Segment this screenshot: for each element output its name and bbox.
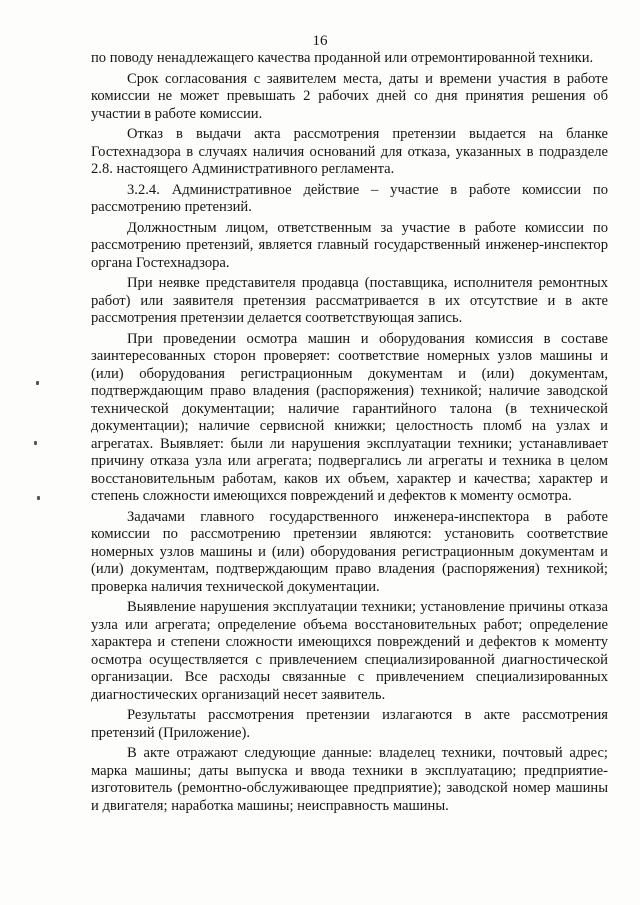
scan-mark bbox=[36, 381, 39, 385]
page-number: 16 bbox=[312, 33, 328, 49]
scan-mark bbox=[34, 441, 37, 445]
paragraph-refusal: Отказ в выдачи акта рассмотрения претензии выдается на бланке Гостехнадзора в случаях наличия оснований для отказа, указанных в подразделе 2.8. настоящего Административного регламента. bbox=[91, 126, 608, 177]
paragraph-continuation: по поводу ненадлежащего качества проданной или отремонтированной техники. bbox=[91, 50, 594, 66]
paragraph-absence: При неявке представителя продавца (поставщика, исполнителя ремонтных работ) или заявителя претензия рассматривается в их отсутствие и в акте рассмотрения претензии делается соответствующая запись. bbox=[91, 275, 608, 326]
paragraph-approval-deadline: Срок согласования с заявителем места, даты и времени участия в работе комиссии не может превышать 2 рабочих дней со дня принятия решения об участии в работе комиссии. bbox=[91, 70, 608, 122]
section-heading-3-2-4: 3.2.4. Административное действие – участие в работе комиссии по рассмотрению претензий. bbox=[91, 181, 608, 215]
paragraph-violations: Выявление нарушения эксплуатации техники; установление причины отказа узла или агрегата; определение объема восстановительных работ; определение характера и степени сложности имеющихся повреждений и дефектов к моменту осмотра осуществляется с привлечением специализированной диагностической организации. Все расходы связанные с привлечением специализированных диагностических организаций несет заявитель. bbox=[91, 599, 608, 703]
paragraph-results: Результаты рассмотрения претензии излагаются в акте рассмотрения претензий (Приложение). bbox=[91, 707, 608, 741]
paragraph-inspector-tasks: Задачами главного государственного инженера-инспектора в работе комиссии по рассмотрению претензии являются: установить соответствие номерных узлов машины и (или) оборудования регистрационным документам и (или) документам, подтверждающим право владения (распоряжения) техникой; проверка наличия технической документации. bbox=[91, 508, 608, 595]
paragraph-responsible-official: Должностным лицом, ответственным за участие в работе комиссии по рассмотрению претензий, является главный государственный инженер-инспектор органа Гостехнадзора. bbox=[91, 219, 608, 271]
scan-mark bbox=[37, 496, 40, 500]
document-body bbox=[91, 50, 608, 818]
paragraph-act-contents: В акте отражают следующие данные: владелец техники, почтовый адрес; марка машины; даты выпуска и ввода техники в эксплуатацию; предприятие-изготовитель (ремонтно-обслуживающее предприятие); заводской номер машины и двигателя; наработка машины; неисправность машины. bbox=[91, 745, 608, 814]
paragraph-inspection: При проведении осмотра машин и оборудования комиссия в составе заинтересованных сторон проверяет: соответствие номерных узлов машины и (или) оборудования регистрационным документам и (или) документам, подтверждающим право владения (распоряжения) техникой; наличие заводской технической документации; наличие гарантийного талона (в технической документации); наличие сервисной книжки; целостность пломб на узлах и агрегатах. Выявляет: были ли нарушения эксплуатации техники; устанавливает причину отказа узла или агрегата; подвергались ли агрегаты и техника в целом восстановительным работам, каков их объем, характер и качества; характер и степень сложности имеющихся повреждений и дефектов к моменту осмотра. bbox=[91, 330, 608, 504]
